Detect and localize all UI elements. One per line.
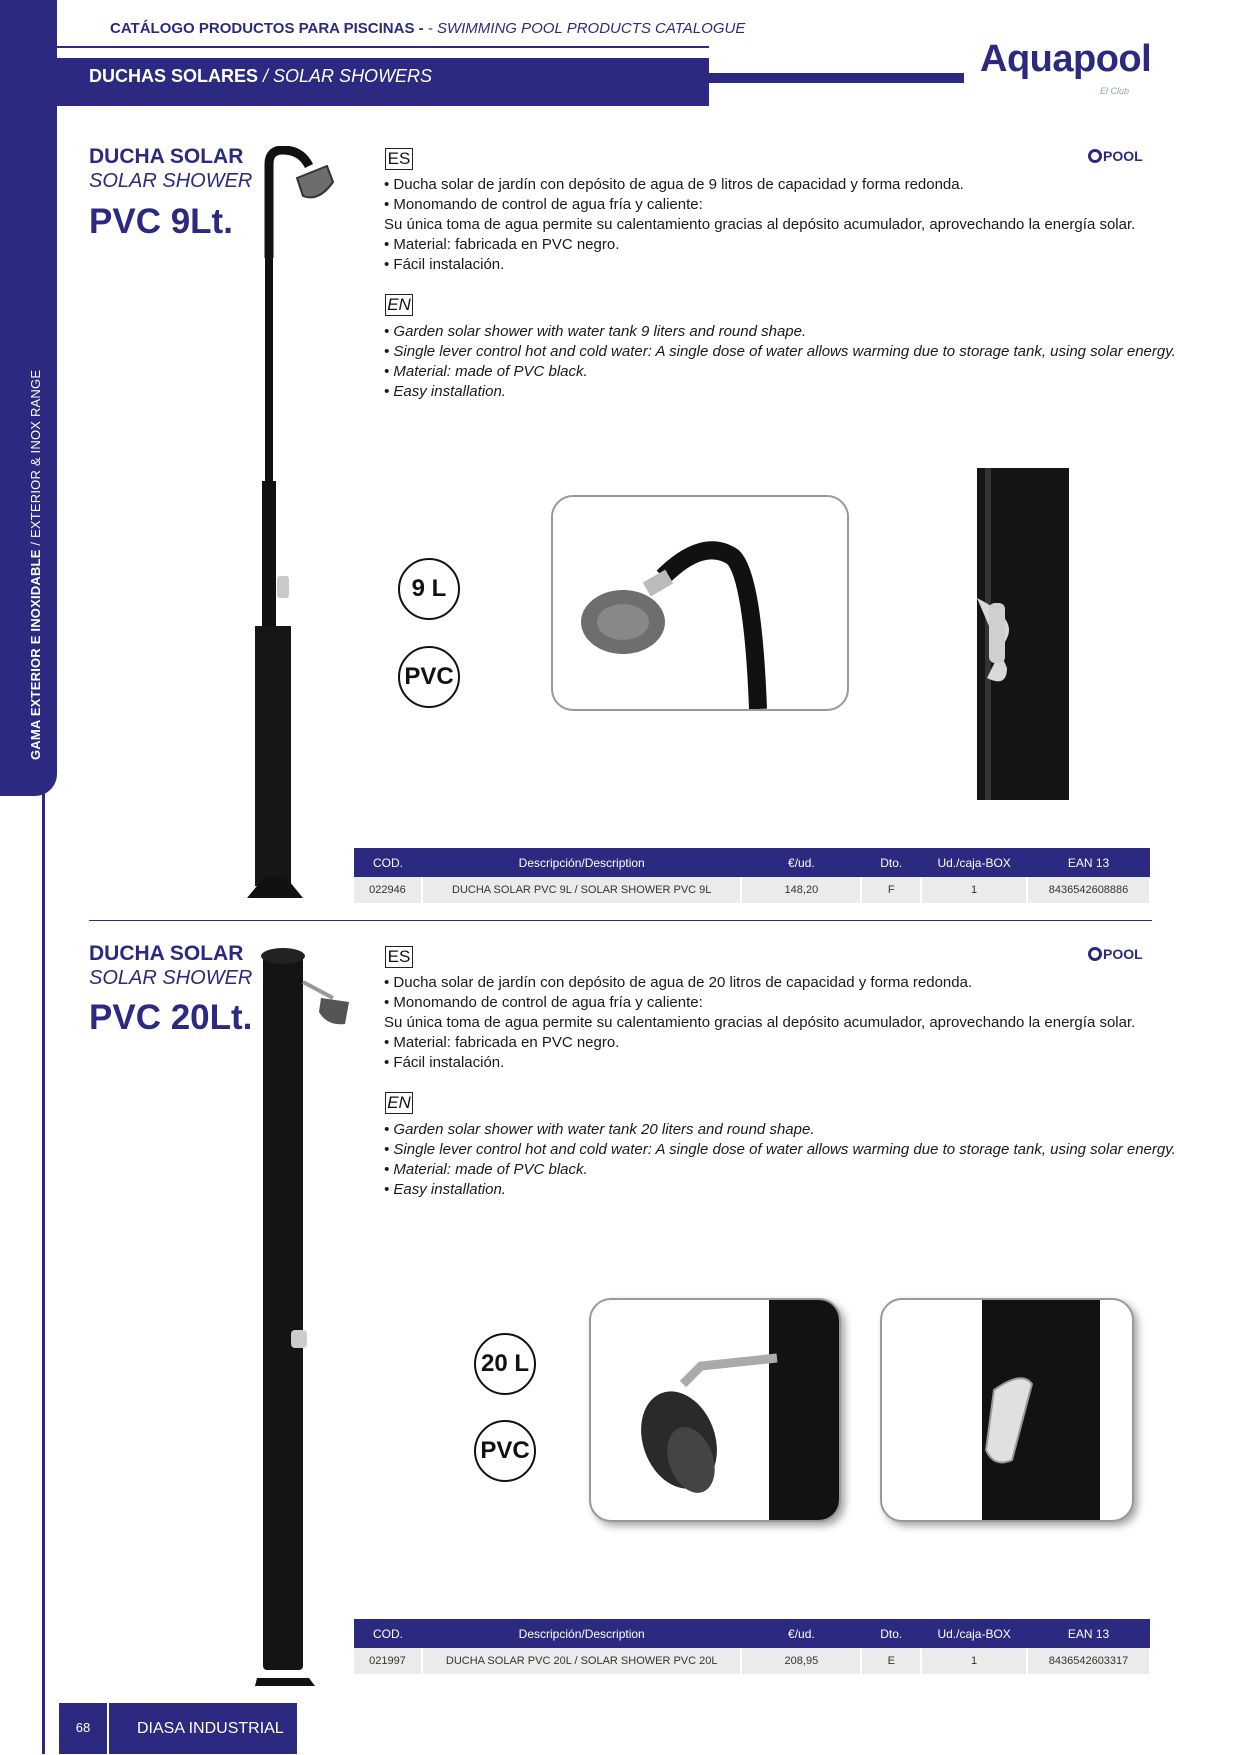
product2-brand-logo	[1088, 946, 1143, 962]
product2-showerhead-photo	[589, 1298, 841, 1522]
product1-showerhead-photo	[551, 495, 849, 711]
product1-desc-es-line: • Monomando de control de agua fría y caliente:	[384, 196, 703, 213]
footer-company: DIASA INDUSTRIAL	[109, 1703, 297, 1754]
table-header-discount: Dto.	[861, 1619, 921, 1648]
product2-desc-en-line: • Material: made of PVC black.	[384, 1161, 588, 1178]
sidebar-label-en: / EXTERIOR & INOX RANGE	[28, 369, 43, 546]
product1-desc-es-line: Su única toma de agua permite su calentamiento gracias al depósito acumulador, aprovechando la energía solar.	[384, 216, 1136, 233]
table-header-price: €/ud.	[741, 1619, 861, 1648]
table-row	[354, 1648, 1150, 1674]
table-row	[354, 877, 1150, 903]
section-title-es: DUCHAS SOLARES	[89, 66, 259, 86]
section-title-en: / SOLAR SHOWERS	[263, 66, 433, 86]
product2-brand-text: POOL	[1103, 946, 1143, 962]
product1-brand-text: POOL	[1103, 148, 1143, 164]
product2-desc-es-line: • Ducha solar de jardín con depósito de agua de 20 litros de capacidad y forma redonda.	[384, 974, 973, 991]
sidebar-line	[42, 790, 45, 1754]
product1-brand-logo	[1088, 148, 1143, 164]
product1-shower-image	[243, 146, 353, 906]
product-divider	[89, 920, 1152, 921]
cell-cod: 021997	[354, 1648, 422, 1674]
product1-desc-en-line: • Single lever control hot and cold water: A single dose of water allows warming due to storage tank, using solar energy.	[384, 343, 1176, 360]
table-header-box: Ud./caja-BOX	[921, 1619, 1027, 1648]
pool-logo-icon	[1088, 149, 1102, 163]
catalog-title	[110, 20, 745, 37]
product1-capacity-badge: 9 L	[398, 558, 460, 620]
sidebar-label-es: GAMA EXTERIOR E INOXIDABLE	[28, 549, 43, 760]
section-rule	[709, 73, 964, 83]
table-header-ean: EAN 13	[1027, 1619, 1150, 1648]
table-header-price: €/ud.	[741, 848, 861, 877]
product2-lang-en-label: EN	[385, 1092, 413, 1114]
product1-lang-en-label: EN	[385, 294, 413, 316]
table-header-discount: Dto.	[861, 848, 921, 877]
product2-desc-es-line: • Fácil instalación.	[384, 1054, 505, 1071]
product2-lang-es-label: ES	[385, 946, 413, 968]
table-header-cod: COD.	[354, 1619, 422, 1648]
product1-desc-es	[384, 175, 1144, 275]
pool-logo-icon	[1088, 947, 1102, 961]
product2-lever-photo	[880, 1298, 1134, 1522]
product2-table	[354, 1619, 1151, 1674]
product2-desc-en-line: • Garden solar shower with water tank 20 liters and round shape.	[384, 1121, 815, 1138]
product2-model: PVC 20Lt.	[89, 998, 253, 1037]
product1-desc-en-line: • Garden solar shower with water tank 9 liters and round shape.	[384, 323, 807, 340]
table-header-ean: EAN 13	[1027, 848, 1150, 877]
product1-name-en: SOLAR SHOWER	[89, 170, 253, 192]
product1-name-es: DUCHA SOLAR	[89, 145, 244, 168]
catalog-title-es: CATÁLOGO PRODUCTOS PARA PISCINAS -	[110, 20, 424, 37]
cell-ean: 8436542603317	[1027, 1648, 1150, 1674]
aquapool-logo: Aquapool	[980, 38, 1152, 80]
table-header-description: Descripción/Description	[422, 848, 742, 877]
product1-lang-es-label: ES	[385, 148, 413, 170]
product1-desc-es-line: • Ducha solar de jardín con depósito de agua de 9 litros de capacidad y forma redonda.	[384, 176, 964, 193]
product1-model: PVC 9Lt.	[89, 202, 233, 241]
product2-desc-en	[384, 1120, 1176, 1200]
product1-table	[354, 848, 1151, 903]
product1-desc-en-line: • Material: made of PVC black.	[384, 363, 588, 380]
product1-desc-en	[384, 322, 1176, 402]
product2-capacity-badge: 20 L	[474, 1333, 536, 1395]
product1-desc-en-line: • Easy installation.	[384, 383, 506, 400]
header-line	[57, 46, 709, 48]
product2-desc-en-line: • Easy installation.	[384, 1181, 506, 1198]
product1-desc-es-line: • Fácil instalación.	[384, 256, 505, 273]
product2-desc-es	[384, 973, 1144, 1073]
product2-desc-es-line: • Material: fabricada en PVC negro.	[384, 1034, 620, 1051]
product1-lever-photo	[977, 468, 1069, 800]
cell-description: DUCHA SOLAR PVC 20L / SOLAR SHOWER PVC 20L	[422, 1648, 742, 1674]
cell-box: 1	[921, 1648, 1027, 1674]
cell-ean: 8436542608886	[1027, 877, 1150, 903]
cell-price: 208,95	[741, 1648, 861, 1674]
logo-tagline: El Club	[1100, 86, 1130, 96]
table-header-cod: COD.	[354, 848, 422, 877]
product2-name-es: DUCHA SOLAR	[89, 942, 244, 965]
product2-desc-en-line: • Single lever control hot and cold water: A single dose of water allows warming due to storage tank, using solar energy.	[384, 1141, 1176, 1158]
product2-shower-image	[255, 946, 365, 1686]
cell-discount: E	[861, 1648, 921, 1674]
catalog-title-en: - SWIMMING POOL PRODUCTS CATALOGUE	[427, 20, 746, 37]
section-title	[89, 66, 432, 87]
cell-price: 148,20	[741, 877, 861, 903]
product2-desc-es-line: Su única toma de agua permite su calentamiento gracias al depósito acumulador, aprovechando la energía solar.	[384, 1014, 1136, 1031]
cell-cod: 022946	[354, 877, 422, 903]
product1-material-badge: PVC	[398, 646, 460, 708]
cell-box: 1	[921, 877, 1027, 903]
product1-desc-es-line: • Material: fabricada en PVC negro.	[384, 236, 620, 253]
product2-material-badge: PVC	[474, 1420, 536, 1482]
sidebar-label	[28, 340, 43, 760]
table-header-box: Ud./caja-BOX	[921, 848, 1027, 877]
page-number: 68	[59, 1703, 107, 1754]
product2-desc-es-line: • Monomando de control de agua fría y caliente:	[384, 994, 703, 1011]
table-header-description: Descripción/Description	[422, 1619, 742, 1648]
product2-name-en: SOLAR SHOWER	[89, 967, 253, 989]
cell-discount: F	[861, 877, 921, 903]
cell-description: DUCHA SOLAR PVC 9L / SOLAR SHOWER PVC 9L	[422, 877, 742, 903]
